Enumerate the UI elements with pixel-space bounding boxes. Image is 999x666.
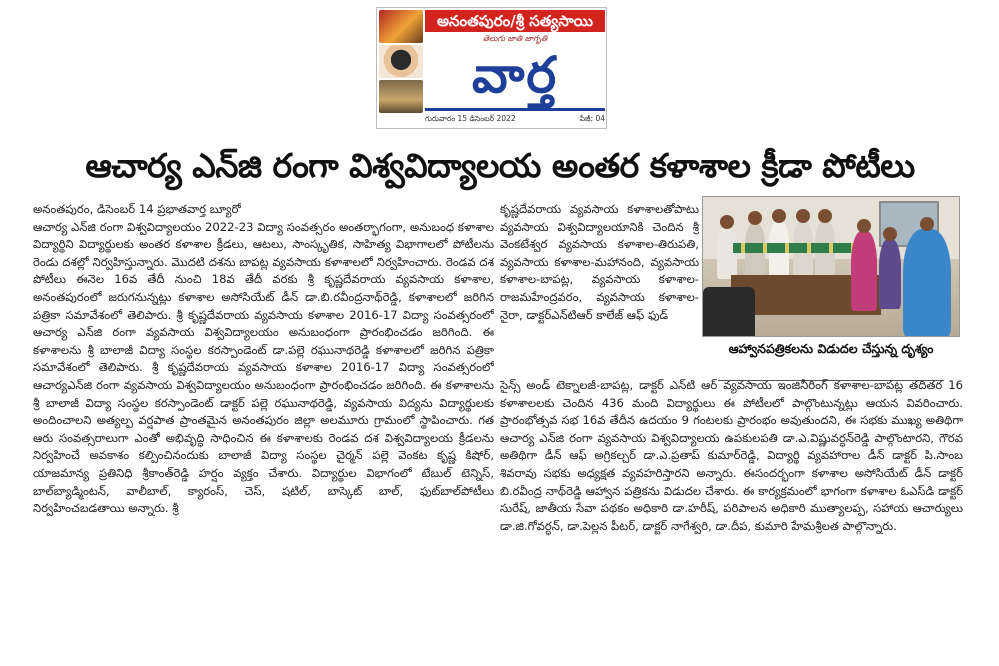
article-paragraph-middle: కృష్ణదేవరాయ వ్యవసాయ కళాశాలతోపాటు వ్యవసాయ విశ్వవిద్యాలయానికి చెందిన శ్రీ వెంకటేశ్వర వ్యవసాయ కళాశాల-తిరుపతి, వ్యవసాయ కళాశాల-మహానంది, వ్యవసాయ కళాశాల-బాపట్ల, వ్యవసాయ కళాశాల-రాజమహేంద్రవరం, వ్యవసాయ కళాశాల-నైరా, డాక్టర్ఎన్‌టిఆర్ కాలేజ్ ఆఫ్ ఫుడ్ bbox=[500, 202, 699, 322]
article-left-column bbox=[33, 201, 494, 656]
newspaper-masthead bbox=[376, 7, 607, 129]
article-middle-column bbox=[500, 201, 699, 377]
article-bottom-column bbox=[500, 377, 963, 656]
photo-person bbox=[879, 239, 901, 309]
photo-chair bbox=[703, 287, 755, 337]
article-photo bbox=[702, 196, 960, 337]
article-headline: ఆచార్య ఎన్‌జి రంగా విశ్వవిద్యాలయ అంతర కళాశాల క్రీడా పోటీలు bbox=[85, 146, 915, 185]
article-paragraph: ఆచార్య ఎన్‌జి రంగా విశ్వవిద్యాలయం 2022-23 విద్యా సంవత్సరం అంతర్భాగంగా, అనుబంధ కళాశాల విద్యార్థిని విద్యార్థులకు అంతర కళాశాల క్రీడలు, ఆటలు, సాంస్కృతిక, సాహిత్య విభాగాలలో పోటీలను రెండు దశల్లో నిర్వహిస్తున్నారు. మొదటి దశను బాపట్ల వ్యవసాయ కళాశాలలో నిర్వహించారు. రెండవ దశ పోటీలు ఈనెల 16వ తేదీ నుంచి 18వ తేదీ వరకు శ్రీ కృష్ణదేవరాయ వ్యవసాయ కళాశాల, అనంతపురంలో జరుగనున్నట్లు కళాశాల అసోసియేట్ డీన్ డా.బి.రవీంద్రనాథ్‌రెడ్డి, కళాశాలలో జరిగిన పత్రికా సమావేశంలో తెలిపారు. శ్రీ కృష్ణదేవరాయ వ్యవసాయ కళాశాల 2016-17 విద్యా సంవత్సరంలో ఆచార్య ఎన్‌జి రంగా వ్యవసాయ విశ్వవిద్యాలయం అనుబంధంగా ప్రారంభించడం జరిగింది. ఈ కళాశాలను శ్రీ బాలాజీ విద్యా సంస్థల కరస్పాండెంట్ డా.పల్లె రఘునాథరెడ్డి కళాశాలలో జరిగిన పత్రికా సమావేశంలో తెలిపారు. శ్రీ కృష్ణదేవరాయ వ్యవసాయ కళాశాల 2016-17 విద్యా సంవత్సరంలో ఆచార్యఎన్‌జి రంగా వ్యవసాయ విశ్వవిద్యాలయం అనుబంధంగా ప్రారంభించడం జరిగింది. ఈ కళాశాలను శ్రీ బాలాజీ విద్యా సంస్థల కరస్పాండెంట్ డాక్టర్ పల్లె రఘునాథరెడ్డి, వ్యవసాయ విద్యను విద్యార్థులకు అందించాలని అత్యల్ప వర్షపాత ప్రాంతమైన అనంతపురం జిల్లా అలమూరు గ్రామంలో స్థాపించారు. గత ఆరు సంవత్సరాలుగా ఎంతో అభివృద్ధి సాధించిన ఈ కళాశాలకు రెండవ దశ విశ్వవిద్యాలయ క్రీడలను నిర్వహించే అవకాశం కల్పించినందుకు బాలాజీ విద్యా సంస్థల చైర్మన్ పల్లె వెంకట కృష్ణ కిషోర్, యాజమాన్య ప్రతినిధి శ్రీకాంత్‌రెడ్డి హర్షం వ్యక్తం చేశారు. విద్యార్థుల విభాగంలో టేబుల్ టెన్నిస్, బాల్‌బ్యాడ్మింటన్, వాలీబాల్, క్యారంస్, చెస్, షటిల్, బాస్కెట్ బాల్, ఫుట్‌బాల్‌పోటీలు నిర్వహించబడతాయి అన్నారు. శ్రీ bbox=[33, 219, 494, 516]
photo-invitation-cards bbox=[733, 243, 863, 253]
masthead-portrait-image bbox=[379, 45, 423, 78]
masthead-tagline: తెలుగు జాతి జాగృతి bbox=[482, 34, 548, 43]
photo-person bbox=[851, 231, 877, 311]
photo-person bbox=[717, 227, 737, 279]
masthead-edition: అనంతపురం/శ్రీ సత్యసాయి bbox=[425, 10, 605, 32]
masthead-page-number: పేజీ: 04 bbox=[579, 114, 605, 123]
masthead-photo-strip bbox=[379, 10, 423, 116]
newspaper-logo: వార్త bbox=[471, 45, 559, 104]
photo-person bbox=[903, 229, 951, 337]
masthead-deity-image bbox=[379, 10, 423, 43]
photo-caption: ఆహ్వానపత్రికలను విడుదల చేస్తున్న దృశ్యం bbox=[728, 341, 934, 356]
masthead-rule bbox=[425, 108, 605, 111]
masthead-landmark-image bbox=[379, 80, 423, 113]
article-byline: అనంతపురం, డిసెంబర్ 14 ప్రభాతవార్త బ్యూరో bbox=[33, 202, 241, 216]
masthead-date: గురువారం 15 డిసెంబర్ 2022 bbox=[425, 114, 516, 123]
article-paragraph-bottom: సైన్స్ అండ్ టెక్నాలజీ-బాపట్ల, డాక్టర్ ఎన్‌టి ఆర్ వ్యవసాయ ఇంజినీరింగ్ కళాశాల-బాపట్ల తదితర 16 కళాశాలలకు చెందిన 436 మంది విద్యార్థులు ఈ పోటీలలో పాల్గొంటున్నట్లు ఆయన వివరించారు. ప్రారంభోత్సవ సభ 16వ తేదీన ఉదయం 9 గంటలకు ప్రారంభం అవుతుందని, ఈ సభకు ముఖ్య అతిథిగా ఆచార్య ఎన్‌జి రంగా వ్యవసాయ విశ్వవిద్యాలయ ఉపకులపతి డా.ఎ.విష్ణువర్ధన్‌రెడ్డి పాల్గొంటారని, గౌరవ అతిథిగా డీన్ ఆఫ్ అగ్రికల్చర్ డా.ఎ.ప్రతాప్ కుమార్‌రెడ్డి, విద్యార్థి వ్యవహారాల డీన్ డాక్టర్ పి.సాంబ శివరావు సభకు అధ్యక్షత వ్యవహరిస్తారని అన్నారు. ఈసందర్భంగా కళాశాల అసోసియేట్ డీన్ డాక్టర్ బి.రవీంద్ర నాథ్‌రెడ్డి ఆహ్వాన పత్రికను విడుదల చేశారు. ఈ కార్యక్రమంలో భాగంగా కళాశాల ఓఎస్‌డి డాక్టర్ సురేష్, జాతీయ సేవా పథకం అధికారి డా.హరీష్, పరిపాలన అధికారి ముత్యాలప్ప, సహాయ ఆచార్యులు డా.జి.గోవర్ధన్, డా.పెల్లన పీటర్, డాక్టర్ నాగేశ్వరి, డా.దీప, కుమారి హేమశ్రీలత పాల్గొన్నారు. bbox=[500, 378, 963, 533]
